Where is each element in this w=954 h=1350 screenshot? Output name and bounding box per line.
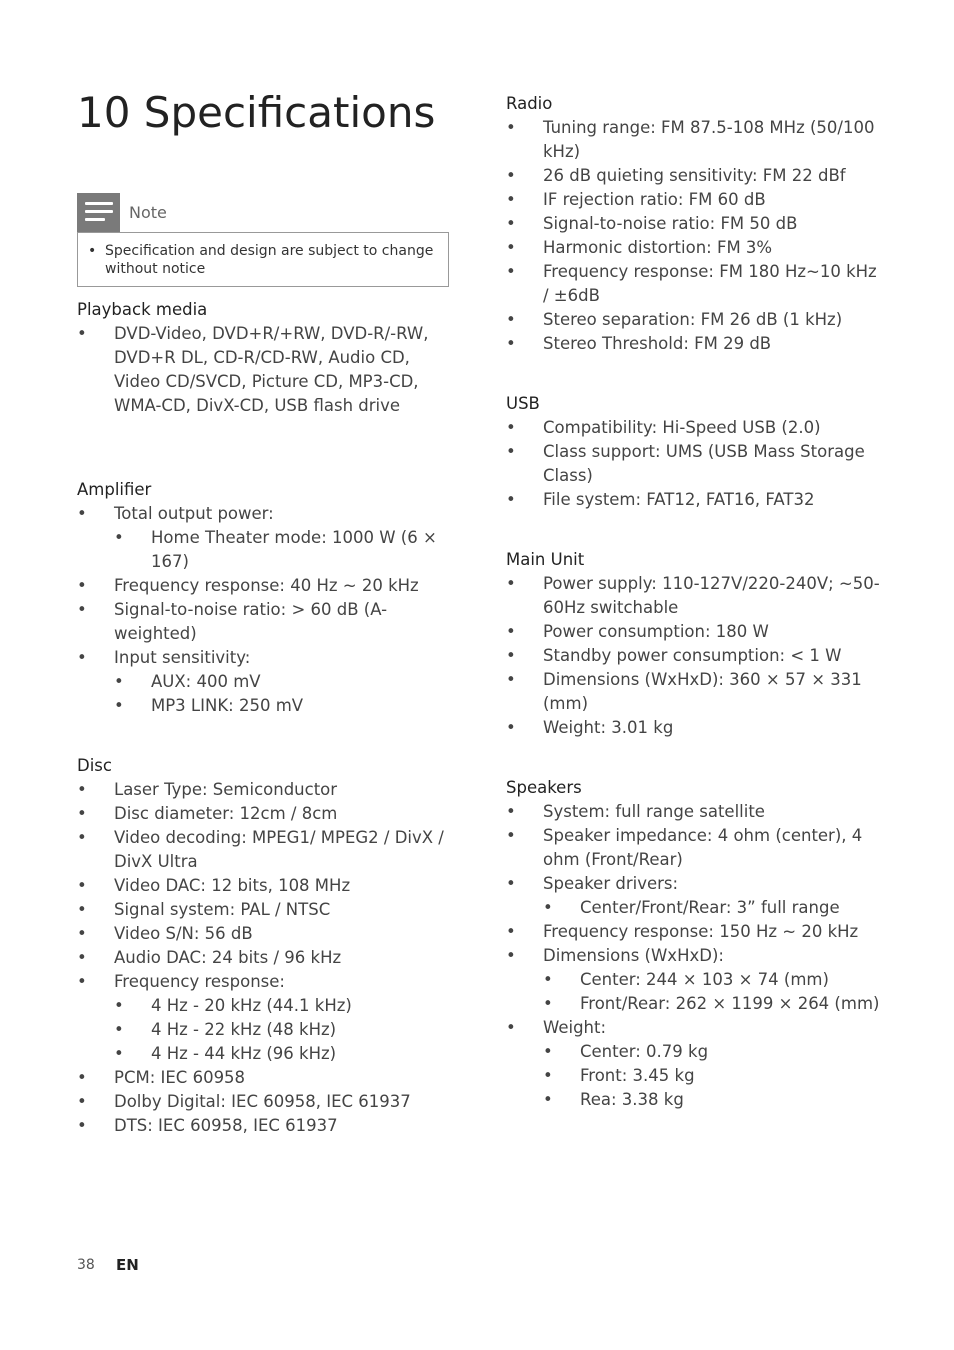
list-item bbox=[77, 970, 447, 994]
list-item bbox=[77, 646, 447, 670]
bullet: • bbox=[77, 1116, 87, 1135]
section-speakers bbox=[506, 776, 886, 1112]
list-item-text: Total output power: bbox=[114, 504, 274, 523]
sub-list-item bbox=[506, 896, 886, 920]
sub-list-item bbox=[506, 1088, 886, 1112]
section-title: Disc bbox=[77, 756, 112, 775]
bullet: • bbox=[543, 1090, 553, 1109]
bullet: • bbox=[506, 166, 516, 185]
bullet: • bbox=[543, 1042, 553, 1061]
spec-list bbox=[77, 322, 447, 418]
list-item bbox=[506, 872, 886, 896]
sub-list-item bbox=[77, 1042, 447, 1066]
bullet: • bbox=[543, 898, 553, 917]
list-item bbox=[506, 332, 886, 356]
list-item-text: 4 Hz - 20 kHz (44.1 kHz) bbox=[151, 996, 352, 1015]
list-item bbox=[77, 574, 447, 598]
bullet: • bbox=[506, 490, 516, 509]
note-content bbox=[77, 232, 449, 287]
list-item-text: Standby power consumption: < 1 W bbox=[543, 646, 842, 665]
list-item-text: Dolby Digital: IEC 60958, IEC 61937 bbox=[114, 1092, 411, 1111]
sub-list-item bbox=[77, 526, 447, 574]
list-item bbox=[506, 824, 886, 872]
bullet: • bbox=[77, 780, 87, 799]
spec-list bbox=[506, 416, 886, 512]
list-item-text: Front/Rear: 262 × 1199 × 264 (mm) bbox=[580, 994, 880, 1013]
list-item bbox=[77, 946, 447, 970]
list-item bbox=[506, 920, 886, 944]
sub-list-item bbox=[77, 694, 447, 718]
list-item-text: Video DAC: 12 bits, 108 MHz bbox=[114, 876, 351, 895]
bullet: • bbox=[506, 262, 516, 281]
bullet: • bbox=[506, 238, 516, 257]
sub-list-item bbox=[506, 968, 886, 992]
section-title: USB bbox=[506, 394, 540, 413]
bullet: • bbox=[114, 996, 124, 1015]
list-item-text: Signal-to-noise ratio: FM 50 dB bbox=[543, 214, 798, 233]
bullet: • bbox=[506, 646, 516, 665]
list-item-text: Home Theater mode: 1000 W (6 × 167) bbox=[151, 528, 437, 571]
section-disc bbox=[77, 754, 447, 1138]
bullet: • bbox=[506, 1018, 516, 1037]
list-item-text: Center: 244 × 103 × 74 (mm) bbox=[580, 970, 829, 989]
note-icon bbox=[77, 193, 120, 232]
section-amplifier bbox=[77, 478, 447, 718]
list-item-text: Dimensions (WxHxD): bbox=[543, 946, 724, 965]
list-item-text: 26 dB quieting sensitivity: FM 22 dBf bbox=[543, 166, 846, 185]
spec-list bbox=[77, 778, 447, 1138]
note-header bbox=[77, 193, 449, 232]
section-usb bbox=[506, 392, 886, 512]
list-item-text: Stereo separation: FM 26 dB (1 kHz) bbox=[543, 310, 843, 329]
list-item bbox=[506, 644, 886, 668]
list-item bbox=[506, 188, 886, 212]
list-item-text: Power consumption: 180 W bbox=[543, 622, 769, 641]
bullet: • bbox=[506, 118, 516, 137]
note-label: Note bbox=[129, 203, 167, 222]
bullet: • bbox=[506, 442, 516, 461]
spec-list bbox=[506, 572, 886, 740]
section-title: Speakers bbox=[506, 778, 582, 797]
list-item-text: 4 Hz - 22 kHz (48 kHz) bbox=[151, 1020, 337, 1039]
list-item-text: DTS: IEC 60958, IEC 61937 bbox=[114, 1116, 338, 1135]
list-item-text: Frequency response: bbox=[114, 972, 285, 991]
list-item bbox=[506, 416, 886, 440]
bullet: • bbox=[77, 600, 87, 619]
bullet: • bbox=[506, 418, 516, 437]
list-item-text: Tuning range: FM 87.5-108 MHz (50/100 kHz) bbox=[543, 118, 875, 161]
list-item-text: Input sensitivity: bbox=[114, 648, 251, 667]
bullet: • bbox=[77, 648, 87, 667]
list-item bbox=[506, 944, 886, 968]
list-item-text: DVD-Video, DVD+R/+RW, DVD-R/-RW, DVD+R DL, CD-R/CD-RW, Audio CD, Video CD/SVCD, Picture CD, MP3-CD, WMA-CD, DivX-CD, USB flash drive bbox=[114, 324, 429, 415]
list-item-text: Dimensions (WxHxD): 360 × 57 × 331 (mm) bbox=[543, 670, 862, 713]
list-item bbox=[77, 922, 447, 946]
list-item-text: Weight: 3.01 kg bbox=[543, 718, 674, 737]
bullet: • bbox=[77, 948, 87, 967]
list-item bbox=[77, 826, 447, 874]
list-item bbox=[506, 800, 886, 824]
section-radio bbox=[506, 92, 886, 356]
list-item-text: Signal system: PAL / NTSC bbox=[114, 900, 331, 919]
bullet: • bbox=[114, 672, 124, 691]
spec-list bbox=[506, 800, 886, 1112]
bullet: • bbox=[77, 900, 87, 919]
list-item-text: Video S/N: 56 dB bbox=[114, 924, 253, 943]
bullet: • bbox=[77, 1092, 87, 1111]
bullet: • bbox=[114, 696, 124, 715]
list-item bbox=[506, 212, 886, 236]
list-item-text: MP3 LINK: 250 mV bbox=[151, 696, 304, 715]
list-item-text: Weight: bbox=[543, 1018, 607, 1037]
list-item bbox=[77, 1066, 447, 1090]
list-item bbox=[506, 260, 886, 308]
bullet: • bbox=[543, 970, 553, 989]
bullet: • bbox=[114, 1020, 124, 1039]
list-item bbox=[506, 440, 886, 488]
sub-list-item bbox=[77, 1018, 447, 1042]
list-item bbox=[506, 1016, 886, 1040]
section-title: Radio bbox=[506, 94, 553, 113]
list-item-text: Center/Front/Rear: 3” full range bbox=[580, 898, 840, 917]
list-item-text: Harmonic distortion: FM 3% bbox=[543, 238, 773, 257]
list-item bbox=[506, 620, 886, 644]
bullet: • bbox=[543, 1066, 553, 1085]
bullet: • bbox=[77, 828, 87, 847]
bullet: • bbox=[506, 874, 516, 893]
bullet: • bbox=[506, 334, 516, 353]
bullet: • bbox=[114, 528, 124, 547]
list-item-text: 4 Hz - 44 kHz (96 kHz) bbox=[151, 1044, 337, 1063]
sub-list-item bbox=[77, 670, 447, 694]
list-item-text: AUX: 400 mV bbox=[151, 672, 261, 691]
bullet: • bbox=[77, 1068, 87, 1087]
list-item-text: Frequency response: 40 Hz ~ 20 kHz bbox=[114, 576, 419, 595]
list-item bbox=[77, 898, 447, 922]
section-title: Playback media bbox=[77, 300, 208, 319]
list-item bbox=[506, 236, 886, 260]
bullet: • bbox=[506, 718, 516, 737]
bullet: • bbox=[88, 243, 97, 259]
list-item-text: System: full range satellite bbox=[543, 802, 765, 821]
bullet: • bbox=[506, 946, 516, 965]
bullet: • bbox=[77, 576, 87, 595]
list-item-text: Rea: 3.38 kg bbox=[580, 1090, 684, 1109]
list-item bbox=[77, 1114, 447, 1138]
list-item-text: Class support: UMS (USB Mass Storage Class) bbox=[543, 442, 865, 485]
list-item bbox=[506, 668, 886, 716]
list-item bbox=[506, 308, 886, 332]
list-item-text: Signal-to-noise ratio: > 60 dB (A-weighted) bbox=[114, 600, 388, 643]
bullet: • bbox=[77, 876, 87, 895]
list-item-text: Disc diameter: 12cm / 8cm bbox=[114, 804, 338, 823]
list-item-text: IF rejection ratio: FM 60 dB bbox=[543, 190, 766, 209]
list-item bbox=[77, 598, 447, 646]
list-item-text: Power supply: 110-127V/220-240V; ~50-60Hz switchable bbox=[543, 574, 880, 617]
list-item bbox=[506, 488, 886, 512]
list-item-text: Compatibility: Hi-Speed USB (2.0) bbox=[543, 418, 821, 437]
list-item bbox=[77, 502, 447, 526]
note-text: Specification and design are subject to change without notice bbox=[105, 243, 434, 277]
page-title: 10 Specifications bbox=[77, 88, 436, 137]
list-item-text: Laser Type: Semiconductor bbox=[114, 780, 338, 799]
list-item-text: File system: FAT12, FAT16, FAT32 bbox=[543, 490, 815, 509]
list-item-text: Front: 3.45 kg bbox=[580, 1066, 695, 1085]
bullet: • bbox=[506, 574, 516, 593]
list-item bbox=[77, 322, 447, 418]
note-box bbox=[77, 193, 449, 287]
section-playback-media bbox=[77, 298, 447, 418]
sub-list-item bbox=[77, 994, 447, 1018]
sub-list-item bbox=[506, 992, 886, 1016]
bullet: • bbox=[77, 972, 87, 991]
bullet: • bbox=[506, 802, 516, 821]
bullet: • bbox=[506, 922, 516, 941]
bullet: • bbox=[77, 804, 87, 823]
spec-list bbox=[506, 116, 886, 356]
section-title: Amplifier bbox=[77, 480, 152, 499]
bullet: • bbox=[506, 670, 516, 689]
list-item bbox=[77, 778, 447, 802]
sub-list-item bbox=[506, 1064, 886, 1088]
bullet: • bbox=[506, 310, 516, 329]
list-item bbox=[77, 802, 447, 826]
list-item-text: Speaker drivers: bbox=[543, 874, 679, 893]
language-code: EN bbox=[116, 1256, 139, 1274]
bullet: • bbox=[77, 324, 87, 343]
bullet: • bbox=[77, 924, 87, 943]
bullet: • bbox=[506, 622, 516, 641]
bullet: • bbox=[543, 994, 553, 1013]
list-item-text: Speaker impedance: 4 ohm (center), 4 ohm (Front/Rear) bbox=[543, 826, 863, 869]
list-item-text: PCM: IEC 60958 bbox=[114, 1068, 246, 1087]
list-item bbox=[506, 164, 886, 188]
list-item bbox=[506, 572, 886, 620]
list-item-text: Audio DAC: 24 bits / 96 kHz bbox=[114, 948, 342, 967]
section-main-unit bbox=[506, 548, 886, 740]
bullet: • bbox=[506, 826, 516, 845]
spec-list bbox=[77, 502, 447, 718]
list-item-text: Center: 0.79 kg bbox=[580, 1042, 709, 1061]
list-item bbox=[506, 116, 886, 164]
bullet: • bbox=[506, 214, 516, 233]
list-item-text: Frequency response: 150 Hz ~ 20 kHz bbox=[543, 922, 859, 941]
bullet: • bbox=[77, 504, 87, 523]
list-item bbox=[506, 716, 886, 740]
page-number: 38 bbox=[77, 1257, 95, 1273]
bullet: • bbox=[506, 190, 516, 209]
list-item bbox=[77, 874, 447, 898]
list-item-text: Stereo Threshold: FM 29 dB bbox=[543, 334, 772, 353]
bullet: • bbox=[114, 1044, 124, 1063]
list-item-text: Video decoding: MPEG1/ MPEG2 / DivX / DivX Ultra bbox=[114, 828, 444, 871]
list-item-text: Frequency response: FM 180 Hz~10 kHz / ±6dB bbox=[543, 262, 877, 305]
section-title: Main Unit bbox=[506, 550, 585, 569]
list-item bbox=[77, 1090, 447, 1114]
sub-list-item bbox=[506, 1040, 886, 1064]
